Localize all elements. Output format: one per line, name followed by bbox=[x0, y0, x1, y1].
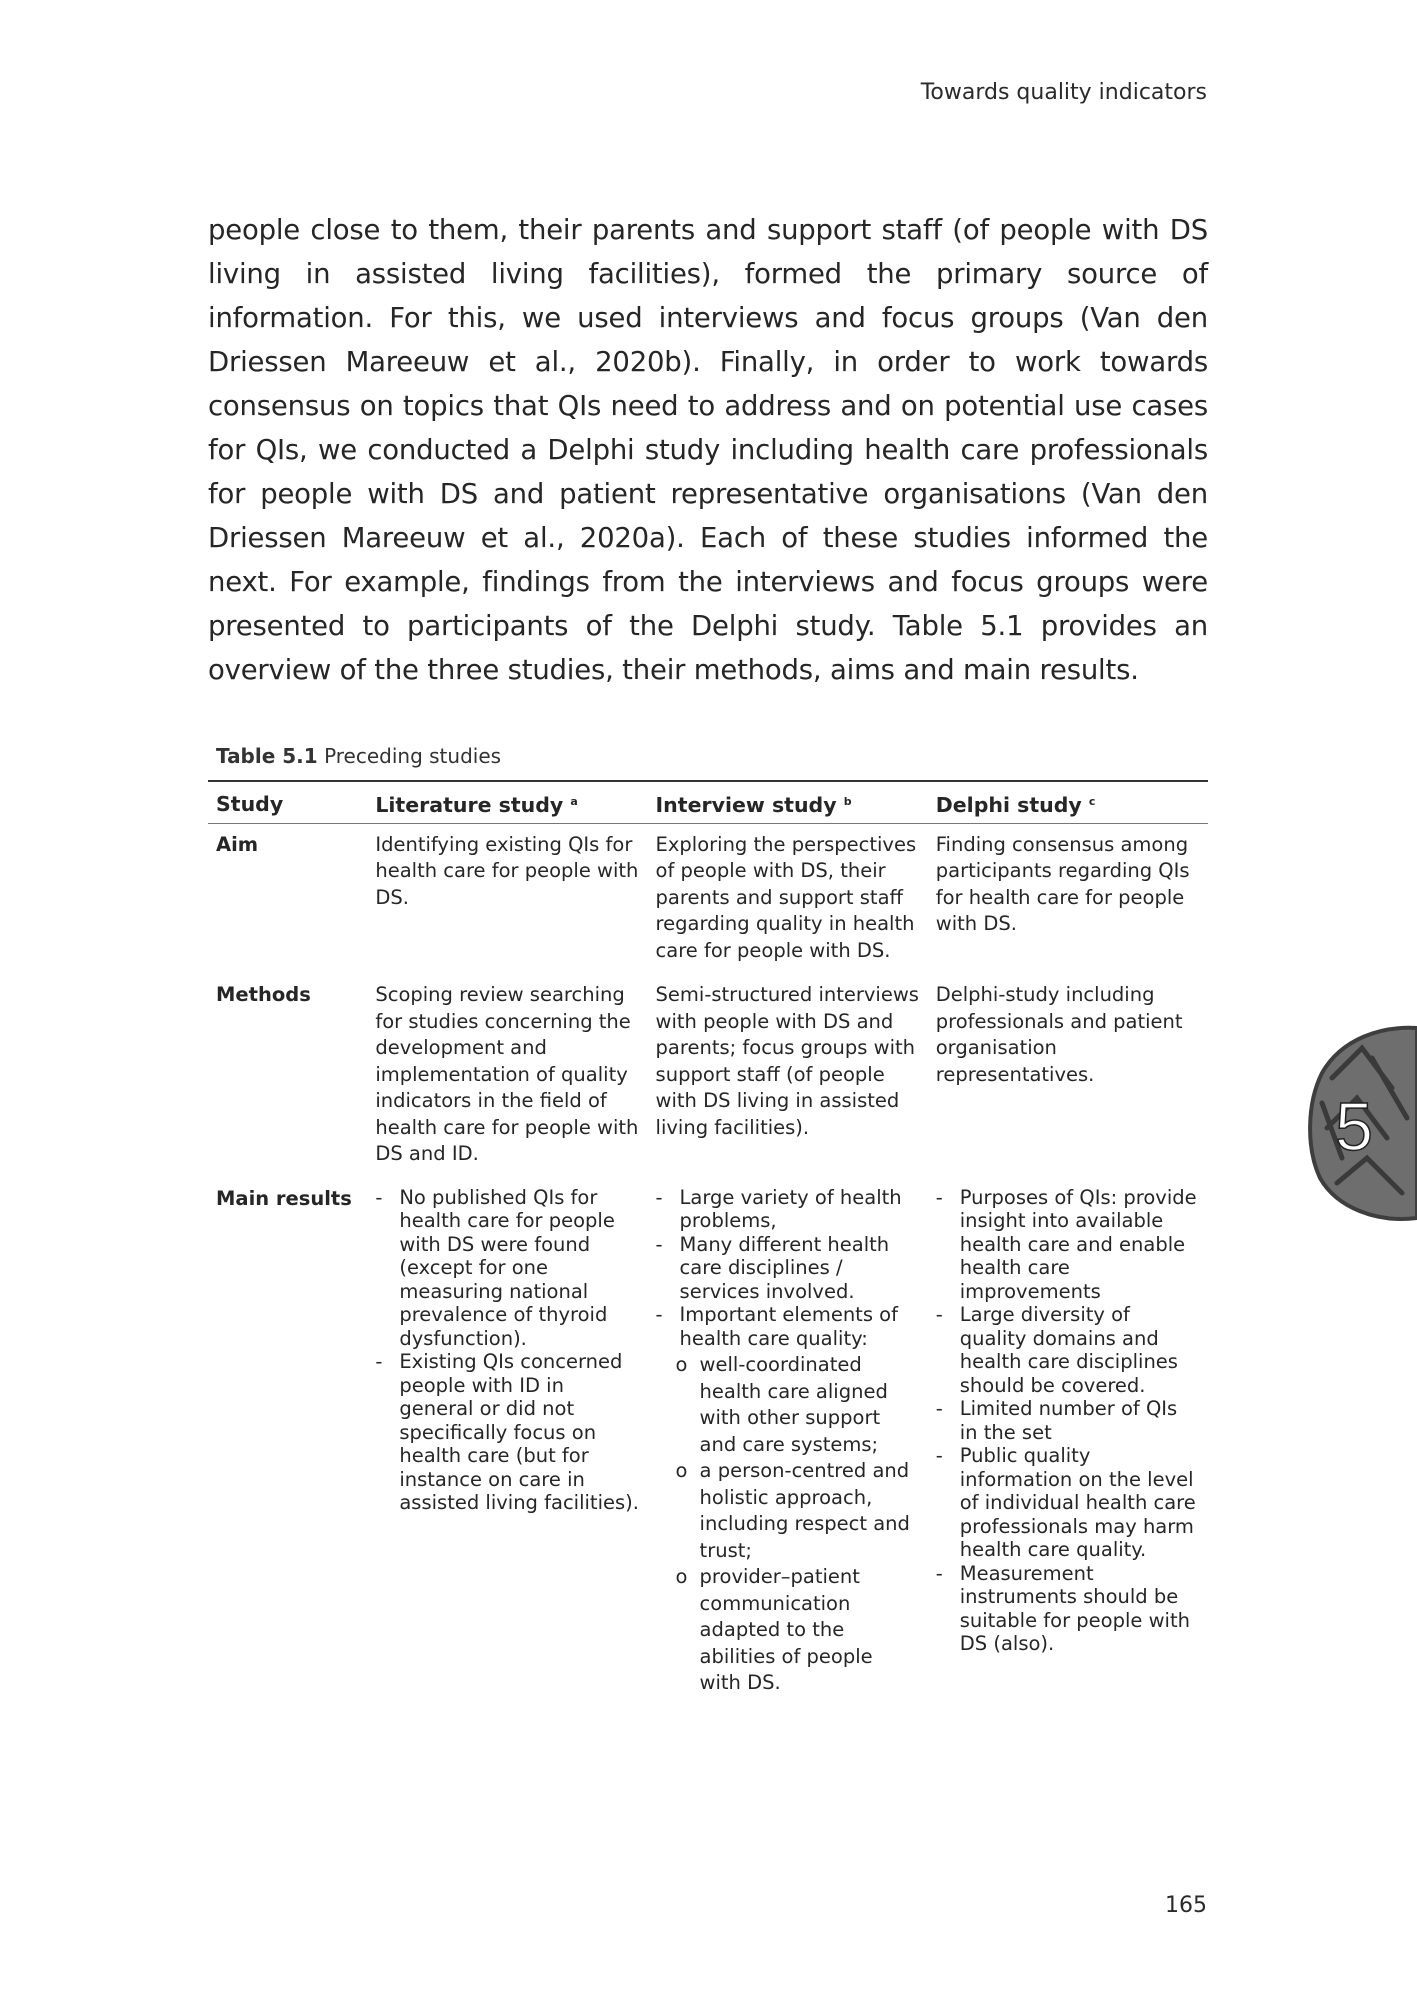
header-delphi-study: Delphi study $^c$ bbox=[928, 781, 1208, 823]
row-label: Aim bbox=[216, 832, 259, 856]
sub-list-item: o a person-centred and holistic approach, including respect and trust; bbox=[674, 1458, 920, 1564]
row-label: Main results bbox=[216, 1186, 352, 1210]
list-item: - Purposes of QIs: provide insight into available health care and enable health care improvements bbox=[936, 1186, 1200, 1304]
sub-list-item: o well-coordinated health care aligned with other support and care systems; bbox=[674, 1352, 920, 1458]
header-literature-study: Literature study $^a$ bbox=[367, 781, 647, 823]
footnote-mark: b bbox=[843, 795, 852, 808]
cell-literature-results bbox=[367, 1178, 647, 1707]
list-item: - Important elements of health care quality: bbox=[656, 1303, 920, 1350]
header-interview-study: Interview study $^b$ bbox=[648, 781, 928, 823]
chapter-tab-badge bbox=[1302, 1018, 1417, 1228]
list-item: - Public quality information on the level of individual health care professionals may harm health care quality. bbox=[936, 1444, 1200, 1562]
table-row-aim bbox=[208, 823, 1208, 974]
footnote-mark: c bbox=[1088, 795, 1096, 808]
list-item: - Large variety of health problems, bbox=[656, 1186, 920, 1233]
chapter-number: 5 bbox=[1335, 1089, 1373, 1165]
table-header-row bbox=[208, 781, 1208, 823]
cell-interview-aim: Exploring the perspectives of people with DS, their parents and support staff regarding quality in health care for people with DS. bbox=[655, 832, 917, 962]
table-row-main-results bbox=[208, 1178, 1208, 1707]
table-caption-label: Table 5.1 bbox=[216, 744, 318, 768]
cell-literature-aim: Identifying existing QIs for health care for people with DS. bbox=[375, 832, 639, 909]
table-caption bbox=[216, 744, 501, 768]
cell-interview-methods: Semi-structured interviews with people with DS and parents; focus groups with support staff (of people with DS living in assisted living facilities). bbox=[655, 983, 919, 1139]
body-paragraph: people close to them, their parents and support staff (of people with DS living in assisted living facilities), formed the primary source of information. For this, we used interviews and focus groups (Van den Driessen Mareeuw et al., 2020b). Finally, in order to work towards consensus on topics that QIs need to address and on potential use cases for QIs, we conducted a Delphi study including health care professionals for people with DS and patient representative organisations (Van den Driessen Mareeuw et al., 2020a). Each of these studies informed the next. For example, findings from the interviews and focus groups were presented to participants of the Delphi study. Table 5.1 provides an overview of the three studies, their methods, aims and main results. bbox=[208, 214, 1208, 686]
header-study: Study bbox=[208, 781, 367, 823]
running-head: Towards quality indicators bbox=[920, 80, 1207, 105]
list-item: - Limited number of QIs in the set bbox=[936, 1397, 1200, 1444]
list-item: - No published QIs for health care for people with DS were found (except for one measuring national prevalence of thyroid dysfunction). bbox=[375, 1186, 639, 1351]
sub-list-item: o provider–patient communication adapted to the abilities of people with DS. bbox=[674, 1564, 920, 1697]
cell-literature-methods: Scoping review searching for studies concerning the development and implementation of quality indicators in the field of health care for people with DS and ID. bbox=[375, 983, 639, 1165]
table-row-methods bbox=[208, 974, 1208, 1178]
list-item: - Existing QIs concerned people with ID in general or did not specifically focus on health care (but for instance on care in assisted living facilities). bbox=[375, 1350, 639, 1515]
cell-delphi-results bbox=[928, 1178, 1208, 1707]
row-label: Methods bbox=[216, 983, 311, 1006]
list-item: - Large diversity of quality domains and health care disciplines should be covered. bbox=[936, 1303, 1200, 1397]
list-item: - Measurement instruments should be suitable for people with DS (also). bbox=[936, 1562, 1200, 1656]
cell-delphi-methods: Delphi-study including professionals and patient organisation representatives. bbox=[935, 983, 1183, 1086]
cell-delphi-aim: Finding consensus among participants regarding QIs for health care for people with DS. bbox=[935, 832, 1190, 935]
page-number: 165 bbox=[1165, 1893, 1207, 1918]
table-caption-text: Preceding studies bbox=[324, 744, 502, 768]
preceding-studies-table bbox=[208, 780, 1208, 1707]
cell-interview-results bbox=[648, 1178, 928, 1707]
footnote-mark: a bbox=[570, 795, 578, 808]
list-item: - Many different health care disciplines / services involved. bbox=[656, 1233, 920, 1304]
